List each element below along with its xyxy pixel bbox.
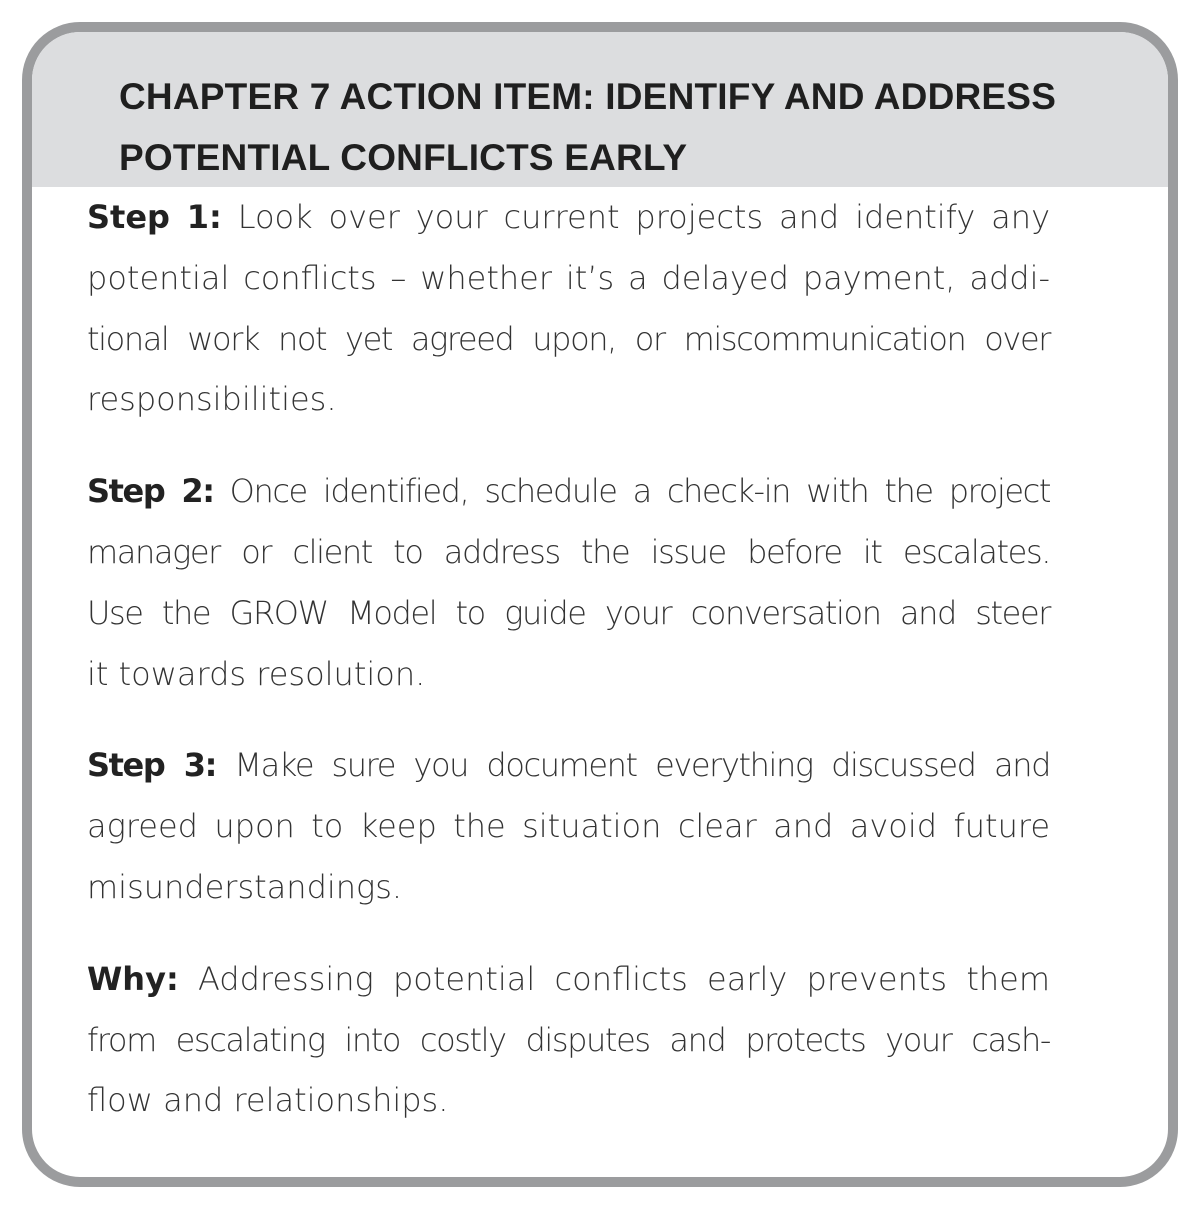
text-line: potential conflicts – whether it’s a delayed payment, addi- [87,258,1050,297]
step-3-paragraph [87,735,1050,917]
text-line: it towards resolution. [87,654,426,693]
title-line-2: POTENTIAL CONFLICTS EARLY [119,137,688,178]
text-line: flow and relationships. [87,1081,449,1120]
text-line: misunderstandings. [87,867,403,906]
page-title [119,66,1091,188]
text-line: tional work not yet agreed upon, or miscommunication over [87,319,1050,358]
body-content [87,187,1050,1162]
step-2-paragraph [87,461,1050,704]
text-line: Why: Addressing potential conflicts early prevents them [87,959,1050,998]
step-3-label: Step 3: [87,746,216,785]
text-line: from escalating into costly disputes and protects your cash- [87,1020,1050,1059]
why-paragraph [87,949,1050,1131]
text-line: Step 1: Look over your current projects and identify any [87,198,1050,236]
step-1-paragraph [87,187,1050,430]
why-label: Why: [87,959,179,998]
text-line: Step 3: Make sure you document everything discussed and [87,746,1050,785]
text-line: Use the GROW Model to guide your conversation and steer [87,593,1050,632]
step-1-label: Step 1: [87,198,222,236]
text-line: manager or client to address the issue before it escalates. [87,532,1050,571]
text-line: Step 2: Once identified, schedule a check-in with the project [87,472,1051,511]
text-line: responsibilities. [87,380,337,419]
step-2-label: Step 2: [87,472,214,511]
title-line-1: CHAPTER 7 ACTION ITEM: IDENTIFY AND ADDRESS [119,76,1057,117]
text-line: agreed upon to keep the situation clear and avoid future [87,807,1050,846]
